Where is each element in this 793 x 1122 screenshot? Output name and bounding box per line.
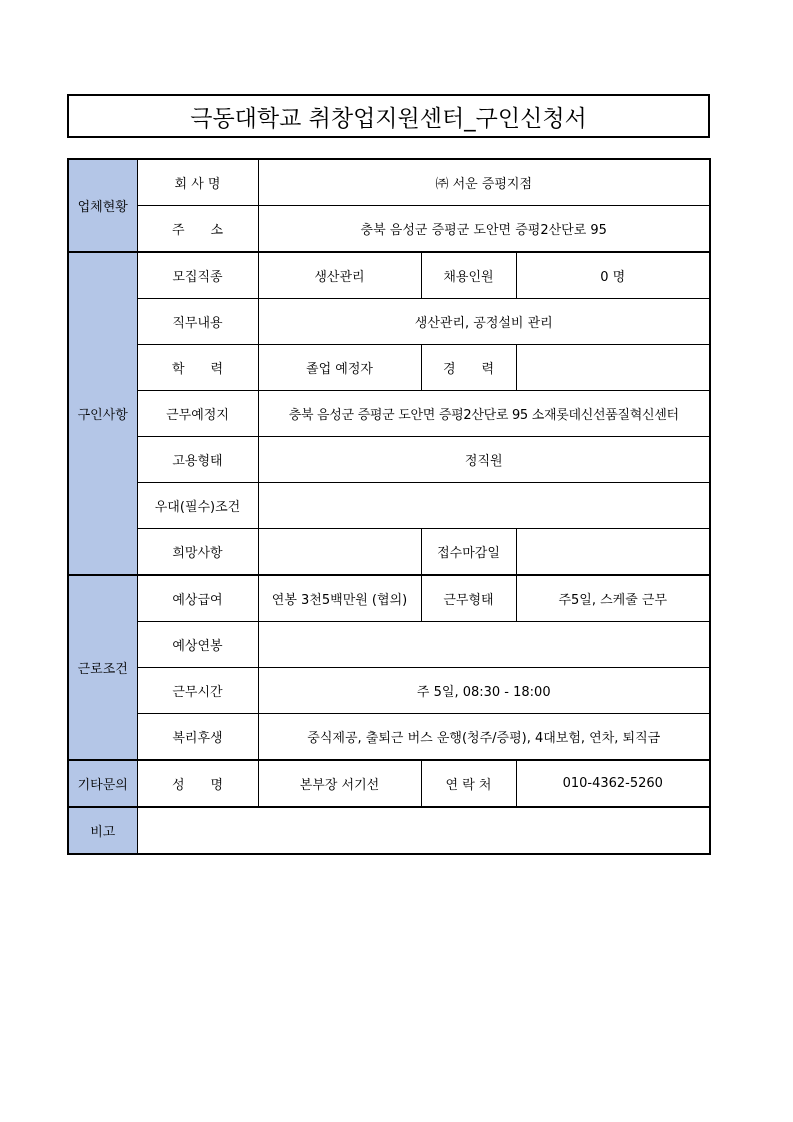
experience-label: 경 력 <box>421 345 516 391</box>
company-address-value: 충북 음성군 증평군 도안면 증평2산단로 95 <box>258 206 710 253</box>
headcount-value: 0 명 <box>516 252 710 299</box>
wish-value <box>258 529 421 576</box>
headcount-label: 채용인원 <box>421 252 516 299</box>
job-label: 모집직종 <box>137 252 258 299</box>
duties-label: 직무내용 <box>137 299 258 345</box>
contact-phone-label: 연 락 처 <box>421 760 516 807</box>
company-name-label: 회 사 명 <box>137 159 258 206</box>
education-value: 졸업 예정자 <box>258 345 421 391</box>
hours-value: 주 5일, 08:30 - 18:00 <box>258 668 710 714</box>
preference-value <box>258 483 710 529</box>
annual-label: 예상연봉 <box>137 622 258 668</box>
preference-label: 우대(필수)조건 <box>137 483 258 529</box>
contact-phone-value: 010-4362-5260 <box>516 760 710 807</box>
section-company: 업체현황 <box>68 159 137 252</box>
section-contact: 기타문의 <box>68 760 137 807</box>
section-recruit: 구인사항 <box>68 252 137 575</box>
location-value: 충북 음성군 증평군 도안면 증평2산단로 95 소재롯데신선품질혁신센터 <box>258 391 710 437</box>
contact-name-label: 성 명 <box>137 760 258 807</box>
wish-label: 희망사항 <box>137 529 258 576</box>
welfare-label: 복리후생 <box>137 714 258 761</box>
remarks-value <box>137 807 710 854</box>
location-label: 근무예정지 <box>137 391 258 437</box>
job-request-form <box>67 158 711 855</box>
deadline-value <box>516 529 710 576</box>
welfare-value: 중식제공, 출퇴근 버스 운행(청주/증평), 4대보험, 연차, 퇴직금 <box>258 714 710 761</box>
hours-label: 근무시간 <box>137 668 258 714</box>
employment-label: 고용형태 <box>137 437 258 483</box>
company-address-label: 주 소 <box>137 206 258 253</box>
experience-value <box>516 345 710 391</box>
duties-value: 생산관리, 공정설비 관리 <box>258 299 710 345</box>
deadline-label: 접수마감일 <box>421 529 516 576</box>
education-label: 학 력 <box>137 345 258 391</box>
section-conditions: 근로조건 <box>68 575 137 760</box>
employment-value: 정직원 <box>258 437 710 483</box>
form-title: 극동대학교 취창업지원센터_구인신청서 <box>67 94 710 138</box>
company-name-value: ㈜ 서운 증평지점 <box>258 159 710 206</box>
section-remarks: 비고 <box>68 807 137 854</box>
job-value: 생산관리 <box>258 252 421 299</box>
contact-name-value: 본부장 서기선 <box>258 760 421 807</box>
salary-value: 연봉 3천5백만원 (협의) <box>258 575 421 622</box>
worktype-label: 근무형태 <box>421 575 516 622</box>
annual-value <box>258 622 710 668</box>
worktype-value: 주5일, 스케줄 근무 <box>516 575 710 622</box>
salary-label: 예상급여 <box>137 575 258 622</box>
